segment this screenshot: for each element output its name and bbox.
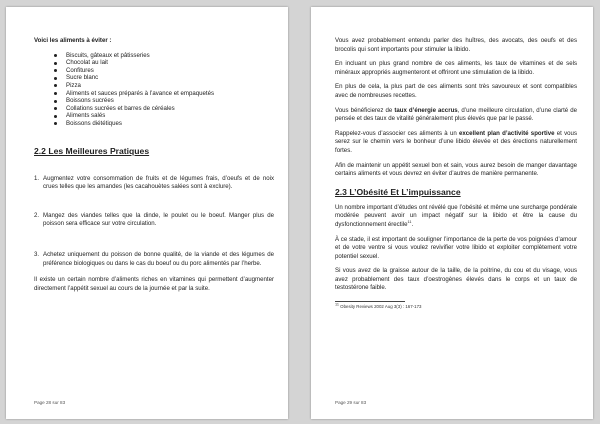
footnote: $^{11}$ Obesity Reviews 2002 Aug 3(3) : 167-173 bbox=[335, 302, 422, 310]
bullet-icon bbox=[54, 122, 57, 125]
bullet-icon bbox=[54, 54, 57, 57]
paragraph: Un nombre important d’études ont révélé que l’obésité et même une surcharge pondérale modérée peuvent avoir un impact négatif sur la libido et être la cause du dysfonctionnement érectile$^{11}$. bbox=[335, 203, 577, 228]
emphasis-text: excellent plan d’activité sportive bbox=[459, 129, 555, 137]
list-item: Boissons diététiques bbox=[66, 120, 274, 128]
section-heading-obesity: 2.3 L’Obésité Et L’impuissance bbox=[335, 186, 461, 197]
paragraph: En plus de cela, la plus part de ces aliments sont très savoureux et sont compatibles avec de nombreuses recettes. bbox=[335, 83, 577, 99]
bullet-icon bbox=[54, 77, 57, 80]
page-number: Page 28 sur 83 bbox=[34, 400, 66, 405]
bullet-icon bbox=[54, 107, 57, 110]
page-content bbox=[34, 37, 274, 293]
vitamins-paragraph: Il existe un certain nombre d’aliments riches en vitamines qui permettent d’augmenter directement l’appétit sexuel au cours de la journée et par la suite. bbox=[34, 276, 274, 292]
bullet-icon bbox=[54, 115, 57, 118]
list-item: 2. Mangez des viandes telles que la dinde, le poulet ou le boeuf. Manger plus de poisson sera efficace sur votre circulation. bbox=[34, 211, 274, 228]
list-item: Collations sucrées et barres de céréales bbox=[66, 105, 274, 113]
bullet-icon bbox=[54, 100, 57, 103]
section-heading-best-practices: 2.2 Les Meilleures Pratiques bbox=[34, 145, 150, 156]
paragraph: Rappelez-vous d’associer ces aliments à un excellent plan d’activité sportive et vous serez sur le chemin vers le bonheur d’une libido élevée et des érections naturellement fortes. bbox=[335, 129, 577, 154]
page-number: Page 29 sur 83 bbox=[335, 400, 367, 405]
list-item: 1. Augmentez votre consommation de fruits et de légumes frais, d’oeufs et de noix crues telles que les amandes (les cacahouètes salées sont à exclure). bbox=[34, 174, 274, 191]
bullet-icon bbox=[54, 62, 57, 65]
list-item: Sucre blanc bbox=[66, 74, 274, 82]
page-content bbox=[335, 37, 577, 310]
list-item: Aliments salés bbox=[66, 112, 274, 120]
bullet-icon bbox=[54, 84, 57, 87]
best-practices-list bbox=[34, 175, 274, 269]
avoid-list-intro: Voici les aliments à éviter : bbox=[34, 37, 112, 44]
list-item: Chocolat au lait bbox=[66, 59, 274, 67]
bullet-icon bbox=[54, 69, 57, 72]
list-item: Pizza bbox=[66, 82, 274, 90]
bullet-icon bbox=[54, 92, 57, 95]
list-item: Biscuits, gâteaux et pâtisseries bbox=[66, 52, 274, 60]
paragraph: À ce stade, il est important de souligner l’importance de la perte de vos poignées d’amour et de votre ventre si vous voulez revivifier votre libido et exploiter complètement votre potentiel sexuel. bbox=[335, 235, 577, 260]
paragraph: Vous bénéficierez de taux d’énergie accrus, d’une meilleure circulation, d’une clarté de pensée et des taux de vitalité généralement plus élevés que par le passé. bbox=[335, 106, 577, 123]
list-item: 3. Achetez uniquement du poisson de bonne qualité, de la viande et des légumes de préférence biologiques ou dans le cas du boeuf ou du porc alimentés par l’herbe. bbox=[34, 250, 274, 267]
footnote-reference: 11 bbox=[407, 219, 412, 224]
paragraph: Afin de maintenir un appétit sexuel bon et sain, vous aurez besoin de manger davantage certains aliments et vous devrez en éviter d’autres de manière permanente. bbox=[335, 161, 577, 178]
paragraph: Vous avez probablement entendu parler des huîtres, des avocats, des oeufs et des brocolis qui sont importants pour stimuler la libido. bbox=[335, 37, 577, 53]
footnote-divider bbox=[335, 301, 405, 302]
avoid-food-list bbox=[34, 52, 274, 128]
paragraph: Si vous avez de la graisse autour de la taille, de la poitrine, du cou et du visage, vous avez probablement des taux d’oestrogènes élevés dans le corps et un taux de testostérone faible. bbox=[335, 267, 577, 292]
document-page-right bbox=[311, 7, 593, 419]
list-item: Boissons sucrées bbox=[66, 97, 274, 105]
paragraph: En incluant un plus grand nombre de ces aliments, les taux de vitamines et de sels minéraux appropriés augmenteront et offriront une stimulation de la libido. bbox=[335, 60, 577, 76]
list-item: Confitures bbox=[66, 67, 274, 75]
document-page-left bbox=[6, 7, 288, 419]
emphasis-text: taux d’énergie accrus bbox=[394, 106, 458, 114]
list-item: Aliments et sauces préparés à l’avance et empaquetés bbox=[66, 90, 274, 98]
